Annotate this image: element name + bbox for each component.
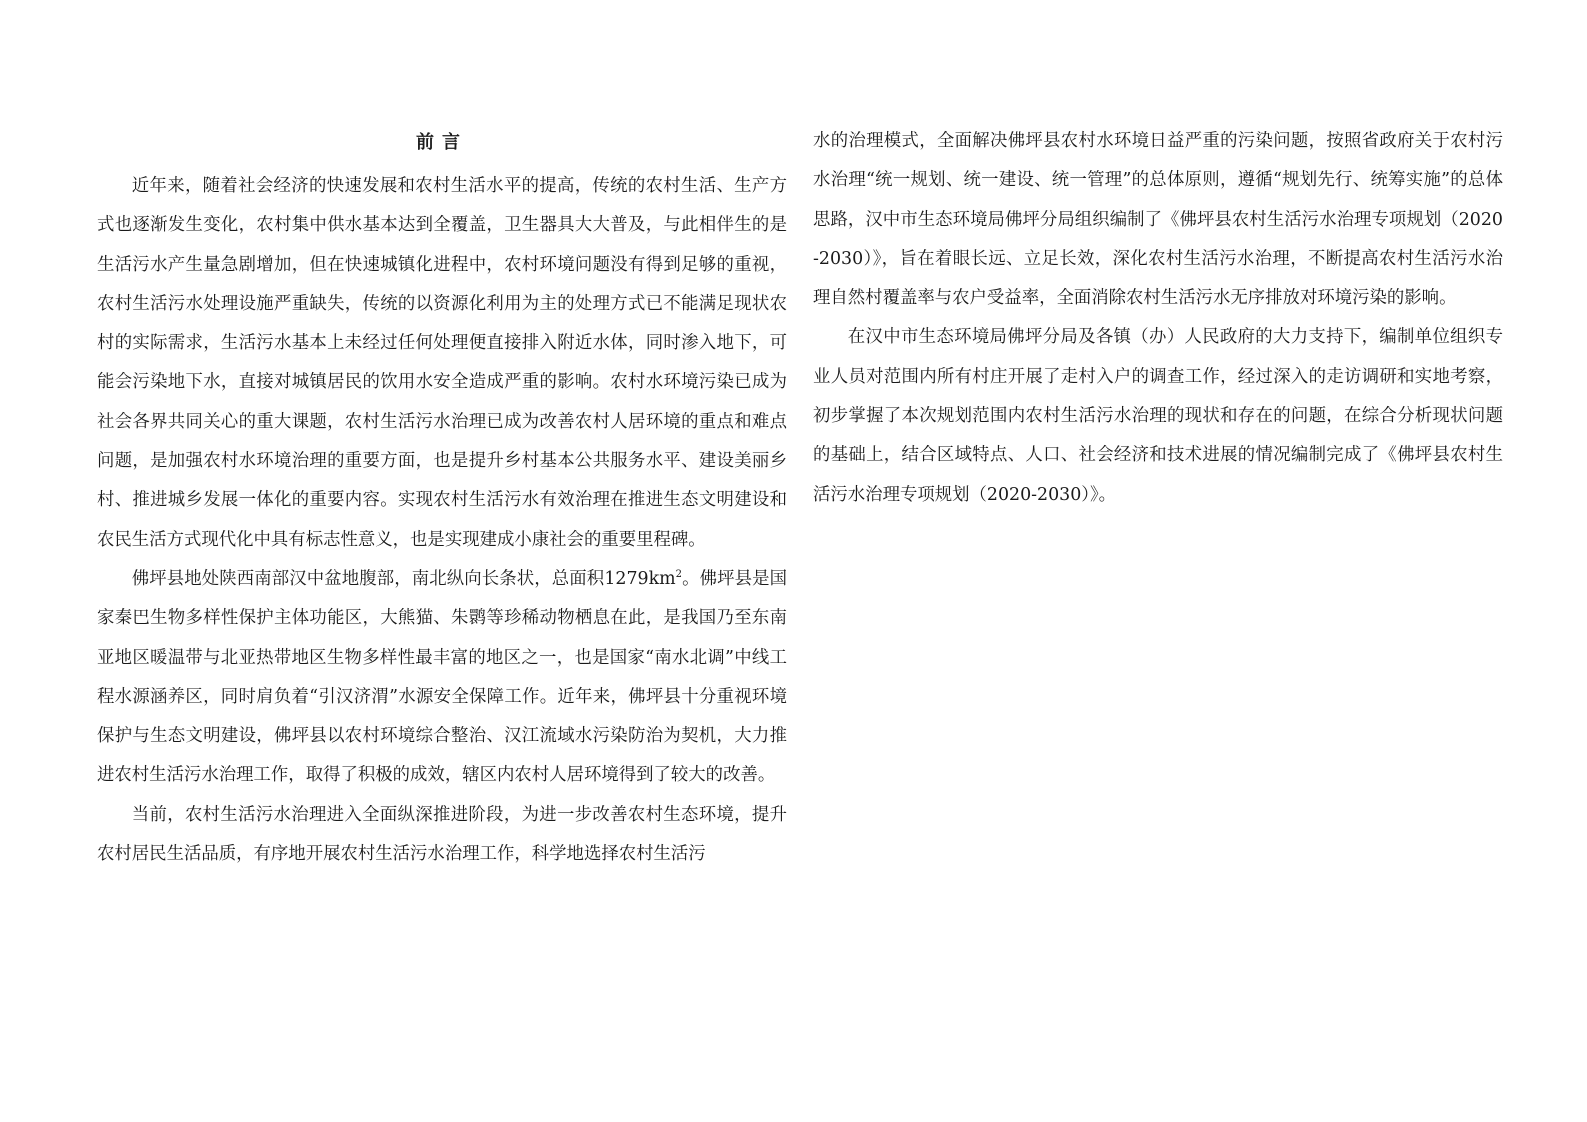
paragraph-current-stage: 当前，农村生活污水治理进入全面纵深推进阶段，为进一步改善农村生态环境，提升农村居民生活品质，有序地开展农村生活污水治理工作，科学地选择农村生活污 — [97, 804, 787, 865]
left-column — [97, 133, 787, 874]
paragraph-intro: 近年来，随着社会经济的快速发展和农村生活水平的提高，传统的农村生活、生产方式也逐渐发生变化，农村集中供水基本达到全覆盖，卫生器具大大普及，与此相伴生的是生活污水产生量急剧增加，但在快速城镇化进程中，农村环境问题没有得到足够的重视，农村生活污水处理设施严重缺失，传统的以资源化利用为主的处理方式已不能满足现状农村的实际需求，生活污水基本上未经过任何处理便直接排入附近水体，同时渗入地下，可能会污染地下水，直接对城镇居民的饮用水安全造成严重的影响。农村水环境污染已成为社会各界共同关心的重大课题，农村生活污水治理已成为改善农村人居环境的重点和难点问题，是加强农村水环境治理的重要方面，也是提升乡村基本公共服务水平、建设美丽乡村、推进城乡发展一体化的重要内容。实现农村生活污水有效治理在推进生态文明建设和农民生活方式现代化中具有标志性意义，也是实现建成小康社会的重要里程碑。 — [97, 176, 787, 550]
paragraph-continuation: 水的治理模式，全面解决佛坪县农村水环境日益严重的污染问题，按照省政府关于农村污水治理“统一规划、统一建设、统一管理”的总体原则，遵循“规划先行、统筹实施”的总体思路，汉中市生态环境局佛坪分局组织编制了《佛坪县农村生活污水治理专项规划（2020-2030）》，旨在着眼长远、立足长效，深化农村生活污水治理，不断提高农村生活污水治理自然村覆盖率与农户受益率，全面消除农村生活污水无序排放对环境污染的影响。 — [813, 131, 1503, 309]
right-column — [813, 122, 1503, 515]
county-overview-text-start: 佛坪县地处陕西南部汉中盆地腹部，南北纵向长条状，总面积1279km — [131, 568, 676, 589]
paragraph-survey-work: 在汉中市生态环境局佛坪分局及各镇（办）人民政府的大力支持下，编制单位组织专业人员对范围内所有村庄开展了走村入户的调查工作，经过深入的走访调研和实地考察，初步掌握了本次规划范围内农村生活污水治理的现状和存在的问题，在综合分析现状问题的基础上，结合区域特点、人口、社会经济和技术进展的情况编制完成了《佛坪县农村生活污水治理专项规划（2020-2030）》。 — [813, 327, 1503, 505]
county-overview-text-rest: 。佛坪县是国家秦巴生物多样性保护主体功能区，大熊猫、朱鹮等珍稀动物栖息在此，是我国乃至东南亚地区暖温带与北亚热带地区生物多样性最丰富的地区之一，也是国家“南水北调”中线工程水源涵养区，同时肩负着“引汉济渭”水源安全保障工作。近年来，佛坪县十分重视环境保护与生态文明建设，佛坪县以农村环境综合整治、汉江流域水污染防治为契机，大力推进农村生活污水治理工作，取得了积极的成效，辖区内农村人居环境得到了较大的改善。 — [97, 568, 787, 786]
paragraph-county-overview — [97, 560, 787, 796]
page-title: 前言 — [416, 132, 468, 153]
area-unit-superscript: 2 — [675, 569, 682, 581]
